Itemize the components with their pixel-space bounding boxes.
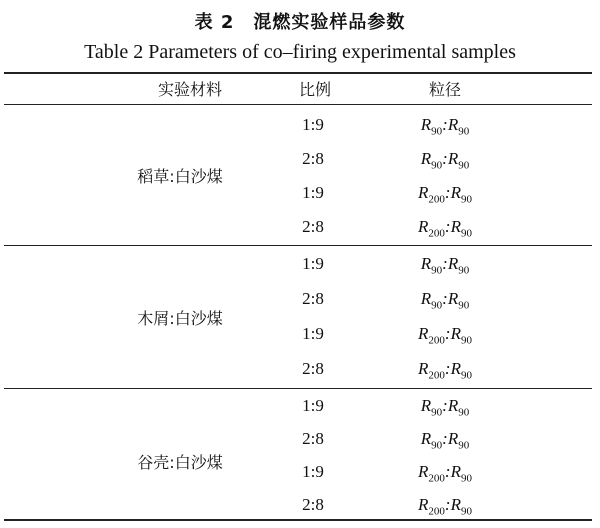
size-cell: $R_{90}:R_{90}$ <box>420 115 470 138</box>
top-rule <box>4 72 592 74</box>
size-cell: $R_{200}:R_{90}$ <box>418 324 472 347</box>
material-cell-rice-husk: 谷壳:白沙煤 <box>137 453 223 472</box>
size-cell: $R_{90}:R_{90}$ <box>420 289 470 312</box>
size-cell: $R_{200}:R_{90}$ <box>418 183 472 206</box>
material-cell-sawdust: 木屑:白沙煤 <box>137 309 223 328</box>
size-cell: $R_{90}:R_{90}$ <box>420 396 470 419</box>
header-cell-particle-size: 粒径 <box>428 80 461 99</box>
caption-english: Table 2 Parameters of co–firing experimental samples <box>84 41 516 63</box>
bottom-rule <box>4 519 592 521</box>
ratio-cell: 2:8 <box>302 429 324 448</box>
ratio-cell: 1:9 <box>302 115 324 134</box>
caption-chinese: 表 2 混燃实验样品参数 <box>194 12 406 33</box>
ratio-cell: 2:8 <box>302 289 324 308</box>
header-cell-ratio: 比例 <box>298 80 331 99</box>
ratio-cell: 1:9 <box>302 396 324 415</box>
header-cell-material: 实验材料 <box>157 80 222 99</box>
group-rule <box>4 245 592 246</box>
size-cell: $R_{200}:R_{90}$ <box>418 217 472 240</box>
size-cell: $R_{200}:R_{90}$ <box>418 462 472 485</box>
size-cell: $R_{90}:R_{90}$ <box>420 254 470 277</box>
ratio-cell: 2:8 <box>302 217 324 236</box>
ratio-cell: 2:8 <box>302 149 324 168</box>
ratio-cell: 1:9 <box>302 183 324 202</box>
size-cell: $R_{200}:R_{90}$ <box>418 495 472 518</box>
group-rule <box>4 388 592 389</box>
ratio-cell: 1:9 <box>302 462 324 481</box>
ratio-cell: 1:9 <box>302 324 324 343</box>
ratio-cell: 2:8 <box>302 495 324 514</box>
size-cell: $R_{200}:R_{90}$ <box>418 359 472 382</box>
size-cell: $R_{90}:R_{90}$ <box>420 149 470 172</box>
ratio-cell: 2:8 <box>302 359 324 378</box>
ratio-cell: 1:9 <box>302 254 324 273</box>
size-cell: $R_{90}:R_{90}$ <box>420 429 470 452</box>
material-cell-straw: 稻草:白沙煤 <box>137 167 223 186</box>
header-rule <box>4 104 592 105</box>
